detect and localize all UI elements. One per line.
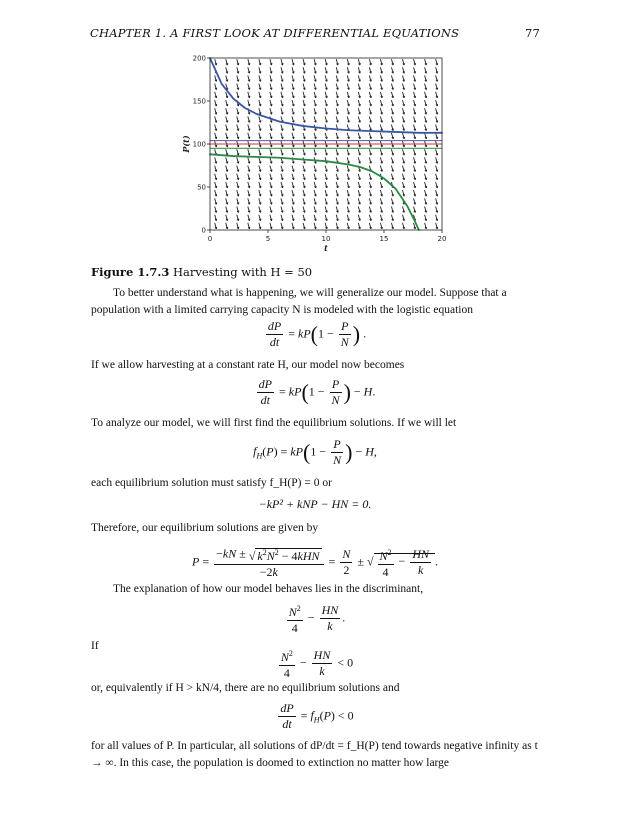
- equation-negative-rate: $\frac{dP}{dt}$ = $f_H(P) < 0$: [280, 701, 354, 731]
- equation-harvest: $\frac{dP}{dt}$ = kP(1 − $\frac{P}{N}$ ) − H.: [258, 377, 376, 407]
- paragraph-4: each equilibrium solution must satisfy f_H(P) = 0 or: [91, 477, 332, 489]
- page-number: 77: [524, 26, 540, 40]
- paragraph-3: To analyze our model, we will first find the equilibrium solutions. If we will let: [91, 417, 457, 429]
- running-header: [90, 26, 540, 42]
- equation-inequality: $\frac{N^2}{4}$ − $\frac{HN}{k}$ < 0: [280, 648, 354, 680]
- equation-roots: P = $\frac{-kN \pm √ k^2N^2 - 4kHN}{-2k}$ = $\frac{N}{2}$ ± √ $\frac{N^2}{4}$ − $\frac{HN}{k}$ .: [191, 546, 438, 579]
- y-tick-label: 200: [192, 54, 206, 63]
- chapter-title: CHAPTER 1. A FIRST LOOK AT DIFFERENTIAL EQUATIONS: [90, 26, 460, 40]
- direction-field-plot: [180, 53, 450, 261]
- paragraph-9: for all values of P. In particular, all solutions of dP/dt = f_H(P) tend towards negative infinity as t → ∞. In this case, the population is doomed to extinction no matter how large: [91, 740, 538, 769]
- paragraph-8: or, equivalently if H > kN/4, there are no equilibrium solutions and: [91, 682, 400, 694]
- equation-discriminant: $\frac{N^2}{4}$ − $\frac{HN}{k}$ .: [288, 603, 346, 635]
- x-tick-label: 0: [207, 235, 213, 243]
- paragraph-6: The explanation of how our model behaves lies in the discriminant,: [113, 583, 424, 595]
- paragraph-7: If: [91, 640, 99, 652]
- equation-fH: $f_H(P) = kP(1$ − $\frac{P}{N}$ ) − H,: [253, 437, 377, 467]
- caption-text: Harvesting with H = 50: [172, 265, 313, 279]
- y-tick-label: 50: [197, 183, 206, 192]
- x-tick-label: 10: [321, 235, 331, 243]
- x-tick-label: 5: [265, 235, 271, 243]
- equation-logistic: $\frac{dP}{dt}$ = kP(1 − $\frac{P}{N}$ ) .: [267, 319, 367, 349]
- y-axis-label: P(t): [181, 135, 191, 153]
- y-tick-label: 0: [201, 226, 206, 235]
- y-tick-label: 150: [192, 97, 206, 106]
- axes: [181, 55, 446, 254]
- paragraph-2: If we allow harvesting at a constant rate H, our model now becomes: [91, 359, 405, 371]
- caption-label: Figure 1.7.3: [91, 265, 170, 279]
- equation-quadratic: −kP² + kNP − HN = 0.: [258, 497, 372, 511]
- x-tick-label: 20: [437, 235, 447, 243]
- paragraph-1: To better understand what is happening, we will generalize our model. Suppose that a population with a limited carrying capacity N is modeled with the logistic equation: [91, 287, 507, 316]
- y-tick-label: 100: [192, 140, 206, 149]
- solution-curves: [210, 58, 442, 230]
- figure-caption: [91, 265, 312, 279]
- x-tick-label: 15: [379, 235, 389, 243]
- x-axis-label: t: [324, 243, 328, 253]
- paragraph-5: Therefore, our equilibrium solutions are given by: [91, 522, 319, 534]
